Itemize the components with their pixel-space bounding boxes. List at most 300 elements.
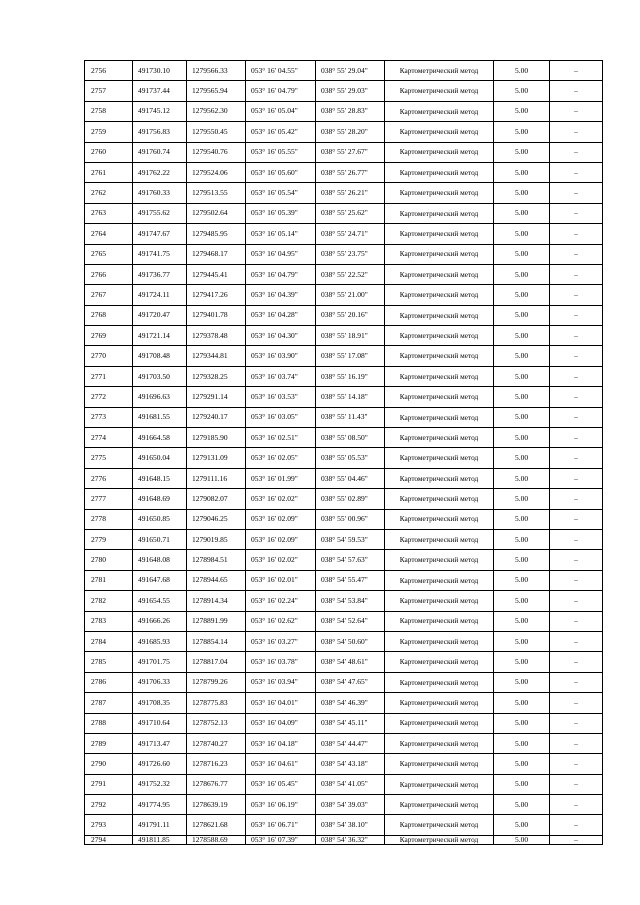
description-cell: – [550, 101, 603, 121]
accuracy-cell: 5.00 [494, 122, 550, 142]
accuracy-cell: 5.00 [494, 550, 550, 570]
method-cell: Картометрический метод [385, 795, 494, 815]
method-cell: Картометрический метод [385, 244, 494, 264]
table-row [85, 468, 603, 488]
y-coordinate-cell: 1278588.69 [187, 835, 246, 844]
x-coordinate-cell: 491710.64 [133, 713, 187, 733]
description-cell: – [550, 509, 603, 529]
x-coordinate-cell: 491708.48 [133, 346, 187, 366]
x-coordinate-cell: 491736.77 [133, 264, 187, 284]
y-coordinate-cell: 1279562.30 [187, 101, 246, 121]
accuracy-cell: 5.00 [494, 203, 550, 223]
description-cell: – [550, 183, 603, 203]
longitude-cell: 038° 55' 11.43" [316, 407, 385, 427]
longitude-cell: 038° 54' 38.10" [316, 815, 385, 835]
method-cell: Картометрический метод [385, 61, 494, 81]
longitude-cell: 038° 55' 26.77" [316, 162, 385, 182]
method-cell: Картометрический метод [385, 489, 494, 509]
accuracy-cell: 5.00 [494, 713, 550, 733]
description-cell: – [550, 305, 603, 325]
accuracy-cell: 5.00 [494, 326, 550, 346]
table-row [85, 570, 603, 590]
method-cell: Картометрический метод [385, 81, 494, 101]
latitude-cell: 053° 16' 05.55" [246, 142, 316, 162]
accuracy-cell: 5.00 [494, 81, 550, 101]
y-coordinate-cell: 1279291.14 [187, 387, 246, 407]
latitude-cell: 053° 16' 06.19" [246, 795, 316, 815]
x-coordinate-cell: 491650.85 [133, 509, 187, 529]
latitude-cell: 053° 16' 02.09" [246, 529, 316, 549]
method-cell: Картометрический метод [385, 713, 494, 733]
x-coordinate-cell: 491664.58 [133, 428, 187, 448]
accuracy-cell: 5.00 [494, 611, 550, 631]
x-coordinate-cell: 491752.32 [133, 774, 187, 794]
longitude-cell: 038° 55' 28.83" [316, 101, 385, 121]
description-cell: – [550, 142, 603, 162]
table-row [85, 244, 603, 264]
longitude-cell: 038° 54' 48.61" [316, 652, 385, 672]
longitude-cell: 038° 55' 17.08" [316, 346, 385, 366]
latitude-cell: 053° 16' 01.99" [246, 468, 316, 488]
accuracy-cell: 5.00 [494, 509, 550, 529]
y-coordinate-cell: 1279417.26 [187, 285, 246, 305]
longitude-cell: 038° 54' 53.84" [316, 591, 385, 611]
x-coordinate-cell: 491755.62 [133, 203, 187, 223]
latitude-cell: 053° 16' 03.94" [246, 672, 316, 692]
table-row [85, 815, 603, 835]
latitude-cell: 053° 16' 07.39" [246, 835, 316, 844]
x-coordinate-cell: 491666.26 [133, 611, 187, 631]
table-row [85, 264, 603, 284]
longitude-cell: 038° 54' 57.63" [316, 550, 385, 570]
method-cell: Картометрический метод [385, 611, 494, 631]
table-row [85, 713, 603, 733]
x-coordinate-cell: 491774.95 [133, 795, 187, 815]
method-cell: Картометрический метод [385, 285, 494, 305]
latitude-cell: 053° 16' 04.79" [246, 81, 316, 101]
y-coordinate-cell: 1279502.64 [187, 203, 246, 223]
description-cell: – [550, 774, 603, 794]
table-row [85, 305, 603, 325]
latitude-cell: 053° 16' 04.79" [246, 264, 316, 284]
latitude-cell: 053° 16' 02.05" [246, 448, 316, 468]
longitude-cell: 038° 55' 14.18" [316, 387, 385, 407]
x-coordinate-cell: 491703.50 [133, 366, 187, 386]
longitude-cell: 038° 54' 43.18" [316, 754, 385, 774]
x-coordinate-cell: 491648.69 [133, 489, 187, 509]
table-row [85, 162, 603, 182]
y-coordinate-cell: 1279185.90 [187, 428, 246, 448]
y-coordinate-cell: 1279111.16 [187, 468, 246, 488]
accuracy-cell: 5.00 [494, 570, 550, 590]
x-coordinate-cell: 491745.12 [133, 101, 187, 121]
latitude-cell: 053° 16' 04.09" [246, 713, 316, 733]
method-cell: Картометрический метод [385, 305, 494, 325]
latitude-cell: 053° 16' 03.53" [246, 387, 316, 407]
x-coordinate-cell: 491681.55 [133, 407, 187, 427]
y-coordinate-cell: 1278817.04 [187, 652, 246, 672]
accuracy-cell: 5.00 [494, 591, 550, 611]
point-number-cell: 2775 [85, 448, 133, 468]
method-cell: Картометрический метод [385, 162, 494, 182]
accuracy-cell: 5.00 [494, 631, 550, 651]
point-number-cell: 2778 [85, 509, 133, 529]
y-coordinate-cell: 1278914.34 [187, 591, 246, 611]
x-coordinate-cell: 491650.04 [133, 448, 187, 468]
point-number-cell: 2768 [85, 305, 133, 325]
latitude-cell: 053° 16' 04.39" [246, 285, 316, 305]
accuracy-cell: 5.00 [494, 468, 550, 488]
point-number-cell: 2786 [85, 672, 133, 692]
latitude-cell: 053° 16' 02.02" [246, 550, 316, 570]
latitude-cell: 053° 16' 05.60" [246, 162, 316, 182]
description-cell: – [550, 835, 603, 844]
point-number-cell: 2777 [85, 489, 133, 509]
longitude-cell: 038° 55' 28.20" [316, 122, 385, 142]
description-cell: – [550, 224, 603, 244]
point-number-cell: 2757 [85, 81, 133, 101]
x-coordinate-cell: 491756.83 [133, 122, 187, 142]
latitude-cell: 053° 16' 06.71" [246, 815, 316, 835]
method-cell: Картометрический метод [385, 550, 494, 570]
table-row [85, 387, 603, 407]
longitude-cell: 038° 55' 26.21" [316, 183, 385, 203]
table-row [85, 591, 603, 611]
table-row [85, 407, 603, 427]
x-coordinate-cell: 491654.55 [133, 591, 187, 611]
accuracy-cell: 5.00 [494, 244, 550, 264]
point-number-cell: 2758 [85, 101, 133, 121]
description-cell: – [550, 122, 603, 142]
latitude-cell: 053° 16' 02.51" [246, 428, 316, 448]
latitude-cell: 053° 16' 04.95" [246, 244, 316, 264]
longitude-cell: 038° 55' 08.50" [316, 428, 385, 448]
y-coordinate-cell: 1279445.41 [187, 264, 246, 284]
point-number-cell: 2756 [85, 61, 133, 81]
y-coordinate-cell: 1279328.25 [187, 366, 246, 386]
longitude-cell: 038° 55' 29.04" [316, 61, 385, 81]
longitude-cell: 038° 55' 24.71" [316, 224, 385, 244]
y-coordinate-cell: 1278752.13 [187, 713, 246, 733]
accuracy-cell: 5.00 [494, 754, 550, 774]
table-row [85, 754, 603, 774]
longitude-cell: 038° 54' 46.39" [316, 693, 385, 713]
description-cell: – [550, 733, 603, 753]
x-coordinate-cell: 491647.68 [133, 570, 187, 590]
x-coordinate-cell: 491791.11 [133, 815, 187, 835]
accuracy-cell: 5.00 [494, 366, 550, 386]
y-coordinate-cell: 1278891.99 [187, 611, 246, 631]
x-coordinate-cell: 491685.93 [133, 631, 187, 651]
latitude-cell: 053° 16' 04.55" [246, 61, 316, 81]
description-cell: – [550, 346, 603, 366]
description-cell: – [550, 244, 603, 264]
y-coordinate-cell: 1278944.65 [187, 570, 246, 590]
accuracy-cell: 5.00 [494, 407, 550, 427]
table-row [85, 448, 603, 468]
point-number-cell: 2770 [85, 346, 133, 366]
description-cell: – [550, 754, 603, 774]
description-cell: – [550, 285, 603, 305]
x-coordinate-cell: 491650.71 [133, 529, 187, 549]
accuracy-cell: 5.00 [494, 61, 550, 81]
x-coordinate-cell: 491713.47 [133, 733, 187, 753]
accuracy-cell: 5.00 [494, 305, 550, 325]
description-cell: – [550, 713, 603, 733]
description-cell: – [550, 631, 603, 651]
longitude-cell: 038° 55' 00.96" [316, 509, 385, 529]
latitude-cell: 053° 16' 03.27" [246, 631, 316, 651]
latitude-cell: 053° 16' 03.90" [246, 346, 316, 366]
table-row [85, 61, 603, 81]
table-row [85, 835, 603, 844]
longitude-cell: 038° 54' 41.05" [316, 774, 385, 794]
coordinates-table-body [85, 61, 603, 845]
x-coordinate-cell: 491706.33 [133, 672, 187, 692]
table-row [85, 346, 603, 366]
table-row [85, 509, 603, 529]
method-cell: Картометрический метод [385, 570, 494, 590]
point-number-cell: 2772 [85, 387, 133, 407]
method-cell: Картометрический метод [385, 672, 494, 692]
x-coordinate-cell: 491726.60 [133, 754, 187, 774]
point-number-cell: 2767 [85, 285, 133, 305]
description-cell: – [550, 264, 603, 284]
y-coordinate-cell: 1279019.85 [187, 529, 246, 549]
longitude-cell: 038° 55' 20.16" [316, 305, 385, 325]
longitude-cell: 038° 55' 29.03" [316, 81, 385, 101]
y-coordinate-cell: 1279082.07 [187, 489, 246, 509]
latitude-cell: 053° 16' 04.30" [246, 326, 316, 346]
point-number-cell: 2763 [85, 203, 133, 223]
description-cell: – [550, 652, 603, 672]
y-coordinate-cell: 1278621.68 [187, 815, 246, 835]
description-cell: – [550, 428, 603, 448]
latitude-cell: 053° 16' 05.42" [246, 122, 316, 142]
accuracy-cell: 5.00 [494, 346, 550, 366]
method-cell: Картометрический метод [385, 366, 494, 386]
point-number-cell: 2791 [85, 774, 133, 794]
description-cell: – [550, 693, 603, 713]
accuracy-cell: 5.00 [494, 529, 550, 549]
coordinates-table [84, 60, 603, 845]
point-number-cell: 2781 [85, 570, 133, 590]
y-coordinate-cell: 1279344.81 [187, 346, 246, 366]
x-coordinate-cell: 491701.75 [133, 652, 187, 672]
description-cell: – [550, 448, 603, 468]
point-number-cell: 2769 [85, 326, 133, 346]
description-cell: – [550, 387, 603, 407]
x-coordinate-cell: 491708.35 [133, 693, 187, 713]
y-coordinate-cell: 1279540.76 [187, 142, 246, 162]
point-number-cell: 2760 [85, 142, 133, 162]
longitude-cell: 038° 54' 44.47" [316, 733, 385, 753]
longitude-cell: 038° 54' 39.03" [316, 795, 385, 815]
method-cell: Картометрический метод [385, 203, 494, 223]
longitude-cell: 038° 55' 25.62" [316, 203, 385, 223]
table-row [85, 733, 603, 753]
method-cell: Картометрический метод [385, 101, 494, 121]
point-number-cell: 2790 [85, 754, 133, 774]
table-row [85, 550, 603, 570]
accuracy-cell: 5.00 [494, 489, 550, 509]
table-row [85, 672, 603, 692]
description-cell: – [550, 672, 603, 692]
x-coordinate-cell: 491720.47 [133, 305, 187, 325]
accuracy-cell: 5.00 [494, 652, 550, 672]
method-cell: Картометрический метод [385, 733, 494, 753]
y-coordinate-cell: 1278639.19 [187, 795, 246, 815]
latitude-cell: 053° 16' 04.18" [246, 733, 316, 753]
y-coordinate-cell: 1279401.78 [187, 305, 246, 325]
longitude-cell: 038° 55' 27.67" [316, 142, 385, 162]
method-cell: Картометрический метод [385, 693, 494, 713]
table-row [85, 652, 603, 672]
longitude-cell: 038° 55' 05.53" [316, 448, 385, 468]
latitude-cell: 053° 16' 05.04" [246, 101, 316, 121]
table-row [85, 489, 603, 509]
description-cell: – [550, 366, 603, 386]
point-number-cell: 2774 [85, 428, 133, 448]
table-row [85, 183, 603, 203]
point-number-cell: 2776 [85, 468, 133, 488]
point-number-cell: 2782 [85, 591, 133, 611]
table-row [85, 203, 603, 223]
point-number-cell: 2794 [85, 835, 133, 844]
x-coordinate-cell: 491811.85 [133, 835, 187, 844]
latitude-cell: 053° 16' 02.24" [246, 591, 316, 611]
method-cell: Картометрический метод [385, 815, 494, 835]
longitude-cell: 038° 55' 22.52" [316, 264, 385, 284]
latitude-cell: 053° 16' 05.39" [246, 203, 316, 223]
point-number-cell: 2771 [85, 366, 133, 386]
latitude-cell: 053° 16' 02.02" [246, 489, 316, 509]
longitude-cell: 038° 54' 50.60" [316, 631, 385, 651]
table-row [85, 795, 603, 815]
method-cell: Картометрический метод [385, 326, 494, 346]
x-coordinate-cell: 491648.15 [133, 468, 187, 488]
method-cell: Картометрический метод [385, 264, 494, 284]
table-row [85, 366, 603, 386]
point-number-cell: 2780 [85, 550, 133, 570]
y-coordinate-cell: 1279468.17 [187, 244, 246, 264]
point-number-cell: 2762 [85, 183, 133, 203]
accuracy-cell: 5.00 [494, 224, 550, 244]
description-cell: – [550, 795, 603, 815]
point-number-cell: 2764 [85, 224, 133, 244]
point-number-cell: 2766 [85, 264, 133, 284]
point-number-cell: 2783 [85, 611, 133, 631]
y-coordinate-cell: 1279240.17 [187, 407, 246, 427]
latitude-cell: 053° 16' 05.54" [246, 183, 316, 203]
x-coordinate-cell: 491741.75 [133, 244, 187, 264]
longitude-cell: 038° 54' 47.65" [316, 672, 385, 692]
point-number-cell: 2765 [85, 244, 133, 264]
table-row [85, 529, 603, 549]
point-number-cell: 2788 [85, 713, 133, 733]
point-number-cell: 2759 [85, 122, 133, 142]
method-cell: Картометрический метод [385, 122, 494, 142]
latitude-cell: 053° 16' 03.05" [246, 407, 316, 427]
y-coordinate-cell: 1278740.27 [187, 733, 246, 753]
latitude-cell: 053° 16' 02.01" [246, 570, 316, 590]
method-cell: Картометрический метод [385, 631, 494, 651]
accuracy-cell: 5.00 [494, 835, 550, 844]
latitude-cell: 053° 16' 05.45" [246, 774, 316, 794]
y-coordinate-cell: 1279524.06 [187, 162, 246, 182]
description-cell: – [550, 81, 603, 101]
point-number-cell: 2779 [85, 529, 133, 549]
x-coordinate-cell: 491762.22 [133, 162, 187, 182]
longitude-cell: 038° 55' 18.91" [316, 326, 385, 346]
accuracy-cell: 5.00 [494, 264, 550, 284]
x-coordinate-cell: 491760.74 [133, 142, 187, 162]
table-row [85, 611, 603, 631]
description-cell: – [550, 489, 603, 509]
latitude-cell: 053° 16' 03.78" [246, 652, 316, 672]
latitude-cell: 053° 16' 02.09" [246, 509, 316, 529]
table-row [85, 326, 603, 346]
y-coordinate-cell: 1279378.48 [187, 326, 246, 346]
x-coordinate-cell: 491747.67 [133, 224, 187, 244]
accuracy-cell: 5.00 [494, 101, 550, 121]
method-cell: Картометрический метод [385, 387, 494, 407]
method-cell: Картометрический метод [385, 835, 494, 844]
accuracy-cell: 5.00 [494, 162, 550, 182]
method-cell: Картометрический метод [385, 652, 494, 672]
longitude-cell: 038° 54' 59.53" [316, 529, 385, 549]
longitude-cell: 038° 55' 16.19" [316, 366, 385, 386]
table-row [85, 631, 603, 651]
description-cell: – [550, 529, 603, 549]
y-coordinate-cell: 1279550.45 [187, 122, 246, 142]
accuracy-cell: 5.00 [494, 142, 550, 162]
description-cell: – [550, 550, 603, 570]
latitude-cell: 053° 16' 03.74" [246, 366, 316, 386]
accuracy-cell: 5.00 [494, 285, 550, 305]
x-coordinate-cell: 491730.10 [133, 61, 187, 81]
y-coordinate-cell: 1279046.25 [187, 509, 246, 529]
latitude-cell: 053° 16' 05.14" [246, 224, 316, 244]
point-number-cell: 2761 [85, 162, 133, 182]
description-cell: – [550, 162, 603, 182]
method-cell: Картометрический метод [385, 428, 494, 448]
longitude-cell: 038° 55' 21.00" [316, 285, 385, 305]
point-number-cell: 2793 [85, 815, 133, 835]
y-coordinate-cell: 1279485.95 [187, 224, 246, 244]
table-row [85, 774, 603, 794]
y-coordinate-cell: 1279565.94 [187, 81, 246, 101]
longitude-cell: 038° 54' 45.11" [316, 713, 385, 733]
x-coordinate-cell: 491696.63 [133, 387, 187, 407]
y-coordinate-cell: 1278984.51 [187, 550, 246, 570]
accuracy-cell: 5.00 [494, 448, 550, 468]
description-cell: – [550, 611, 603, 631]
method-cell: Картометрический метод [385, 529, 494, 549]
longitude-cell: 038° 55' 04.46" [316, 468, 385, 488]
point-number-cell: 2784 [85, 631, 133, 651]
x-coordinate-cell: 491724.11 [133, 285, 187, 305]
table-row [85, 122, 603, 142]
method-cell: Картометрический метод [385, 591, 494, 611]
accuracy-cell: 5.00 [494, 387, 550, 407]
x-coordinate-cell: 491648.08 [133, 550, 187, 570]
y-coordinate-cell: 1278854.14 [187, 631, 246, 651]
description-cell: – [550, 326, 603, 346]
description-cell: – [550, 570, 603, 590]
method-cell: Картометрический метод [385, 774, 494, 794]
accuracy-cell: 5.00 [494, 733, 550, 753]
